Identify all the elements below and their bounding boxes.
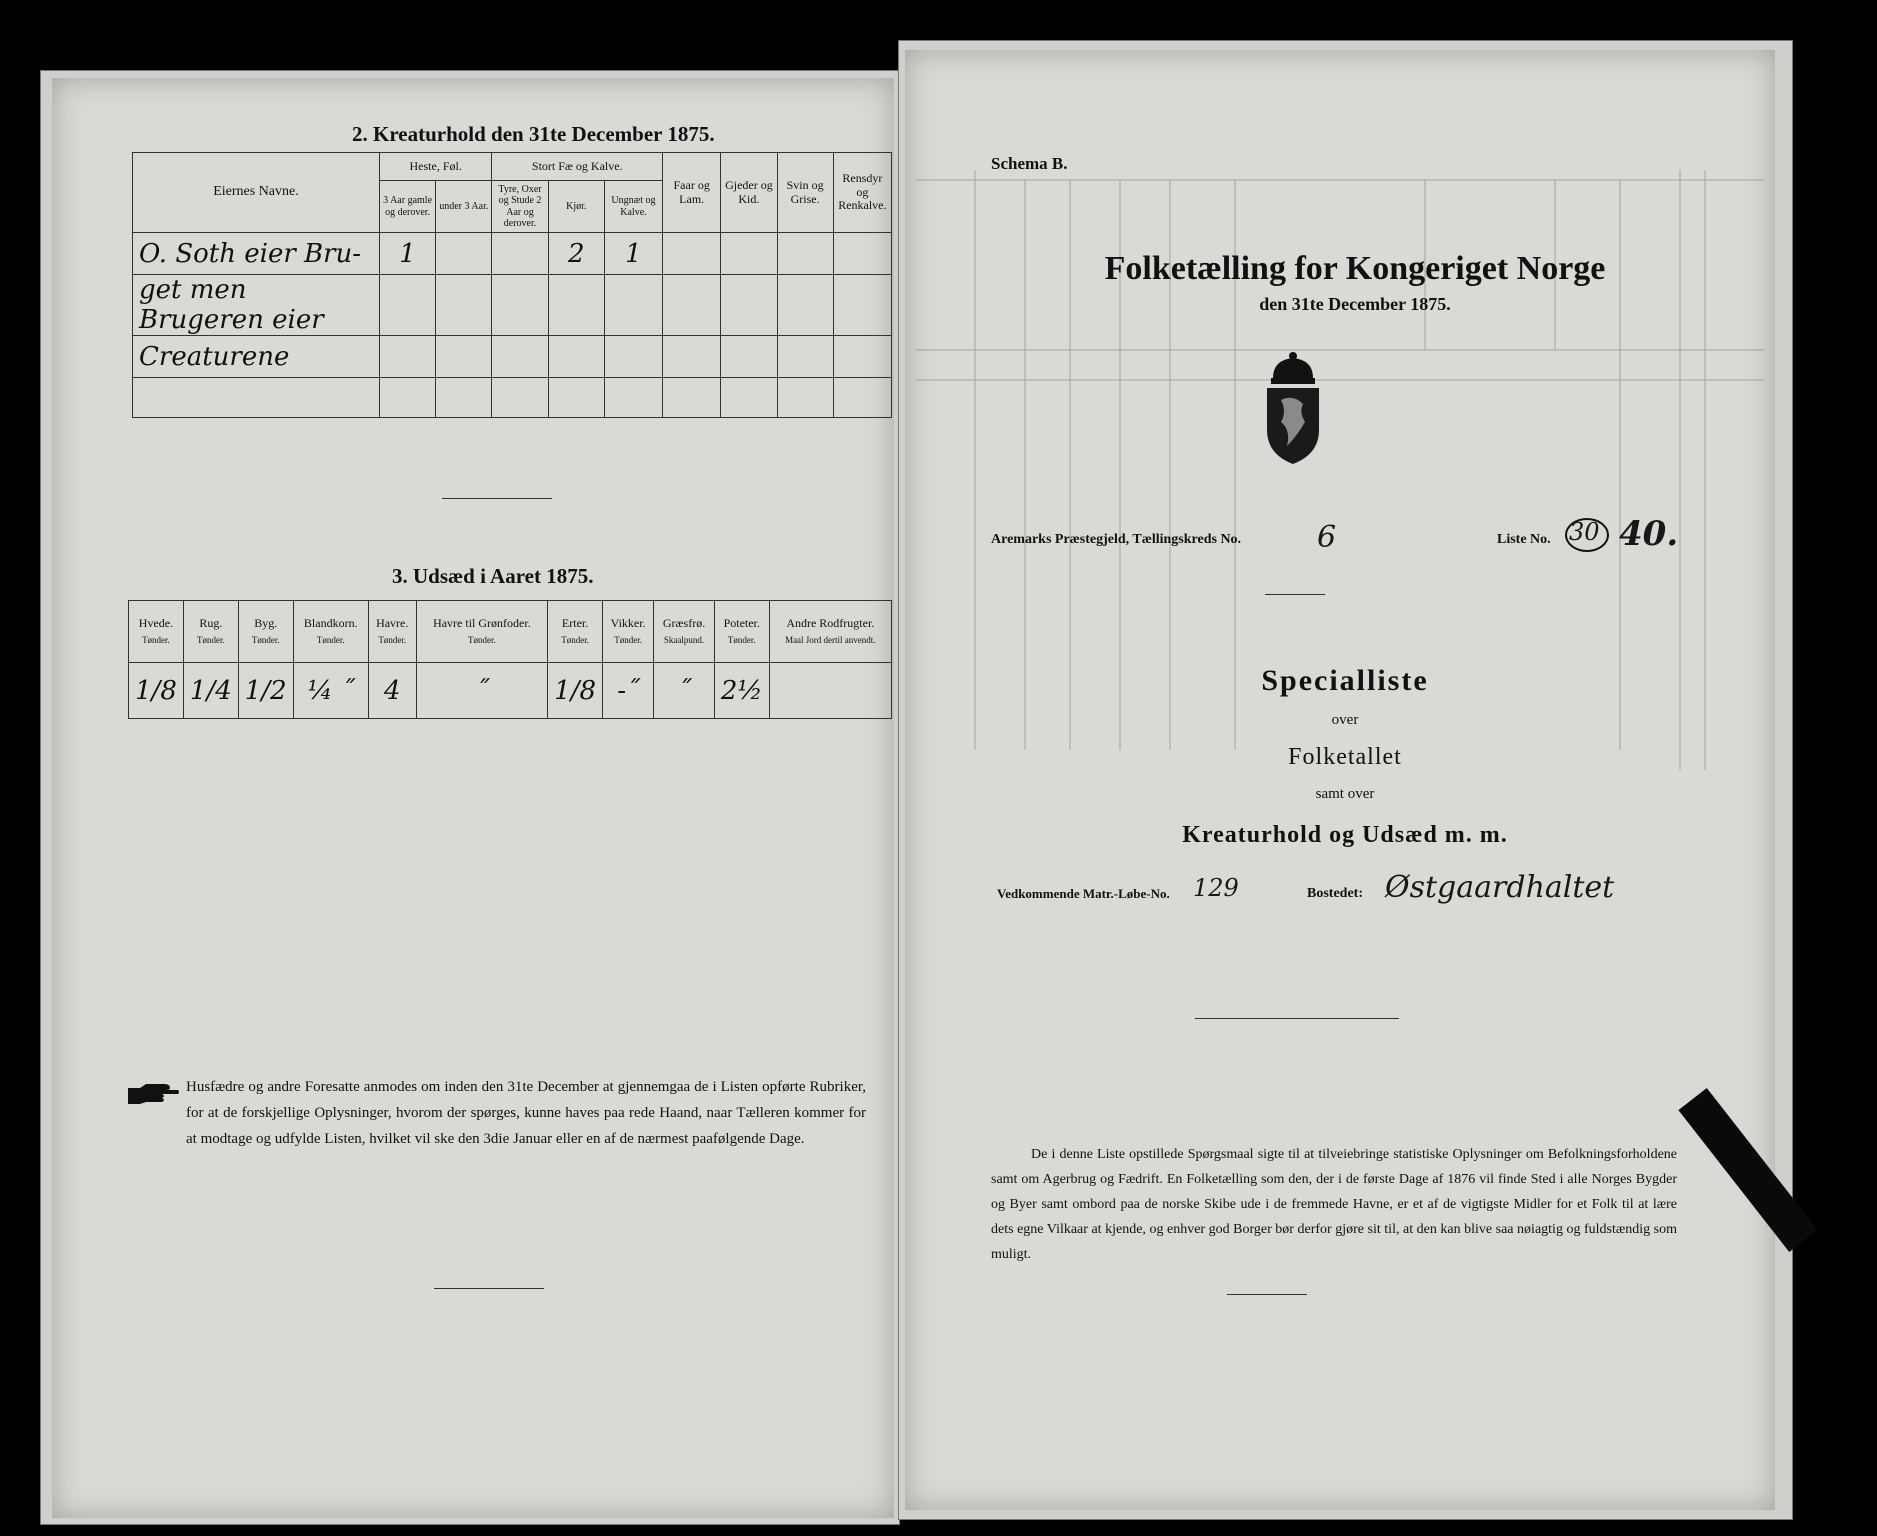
kreaturhold-label: Kreaturhold og Udsæd m. m. <box>1182 822 1508 848</box>
schema-label: Schema B. <box>991 154 1068 173</box>
district-line: Aremarks Præstegjeld, Tællingskreds No. <box>991 532 1242 547</box>
livestock-value-horses-3yr: 1 <box>379 233 435 275</box>
sowing-caption: 3. Udsæd i Aaret 1875. <box>392 564 594 588</box>
owner-header: Eiernes Navne. <box>133 153 380 233</box>
livestock-value-calves: 1 <box>604 233 662 275</box>
calves-header: Ungnæt og Kalve. <box>604 181 662 233</box>
sowing-header-0 <box>129 601 184 663</box>
sowing-header-7 <box>603 601 654 663</box>
sowing-header-1 <box>183 601 238 663</box>
matr-label: Vedkommende Matr.-Løbe-No. <box>997 886 1170 901</box>
sowing-value-1: 1/4 <box>183 663 238 719</box>
left-page <box>52 78 894 1518</box>
sowing-header-5 <box>416 601 548 663</box>
sowing-crop-name: Byg. <box>254 616 278 631</box>
cows-header: Kjør. <box>548 181 604 233</box>
samt-over-label: samt over <box>1315 786 1375 802</box>
sowing-value-2: 1/2 <box>238 663 293 719</box>
owner-line-3: Creaturene <box>133 336 380 378</box>
notice-text: Husfædre og andre Foresatte anmodes om inden den 31te December at gjennemgaa de i Listen opførte Rubriker, for at de forskjellige Oplysninger, hvorom der spørges, kunne haves paa rede Haand, naar Tælleren kommer for at modtage og udfylde Listen, hvilket vil ske den 3die Januar eller en af de nærmest paafølgende Dage. <box>186 1079 866 1147</box>
sowing-crop-unit: Tønder. <box>316 635 345 646</box>
livestock-value-pigs <box>777 233 833 275</box>
horses-3yr-header: 3 Aar gamle og derover. <box>379 181 435 233</box>
sowing-value-3: ¼ ˝ <box>293 663 368 719</box>
separator-rule-1 <box>442 498 552 499</box>
separator-rule-3 <box>1265 594 1325 595</box>
sowing-crop-name: Vikker. <box>610 616 646 631</box>
sowing-value-0: 1/8 <box>129 663 184 719</box>
sowing-value-8: ˝ <box>654 663 715 719</box>
separator-rule-2 <box>434 1288 544 1289</box>
sowing-header-6 <box>548 601 603 663</box>
livestock-value-horses-under3 <box>436 233 492 275</box>
liste-number: 30 <box>1569 518 1600 546</box>
pointing-hand-icon <box>126 1082 180 1106</box>
sowing-crop-unit: Tønder. <box>142 635 170 646</box>
over-label: over <box>1331 712 1359 728</box>
livestock-value-reindeer <box>833 233 891 275</box>
separator-rule-5 <box>1227 1294 1307 1295</box>
sowing-crop-unit: Tønder. <box>727 635 756 646</box>
district-number: 6 <box>1317 520 1337 555</box>
sowing-crop-unit: Tønder. <box>561 635 589 646</box>
census-date: den 31te December 1875. <box>1259 294 1451 314</box>
horses-under3-header: under 3 Aar. <box>436 181 492 233</box>
sowing-crop-unit: Maal Jord dertil anvendt. <box>785 635 876 646</box>
sowing-crop-unit: Tønder. <box>468 635 496 646</box>
folketallet-label: Folketallet <box>1288 744 1402 770</box>
sowing-value-5: ˝ <box>416 663 548 719</box>
sowing-header-8 <box>654 601 715 663</box>
sowing-crop-name: Havre. <box>376 616 409 631</box>
sowing-crop-name: Rug. <box>199 616 223 631</box>
sowing-crop-unit: Skaalpund. <box>663 635 705 646</box>
sowing-crop-unit: Tønder. <box>251 635 280 646</box>
separator-rule-4 <box>1195 1018 1399 1019</box>
sowing-value-6: 1/8 <box>548 663 603 719</box>
sowing-crop-name: Poteter. <box>723 616 760 631</box>
livestock-table <box>132 152 892 418</box>
sowing-value-4: 4 <box>368 663 416 719</box>
sowing-crop-name: Havre til Grønfoder. <box>433 616 531 631</box>
matr-number: 129 <box>1193 874 1239 902</box>
livestock-value-sheep <box>663 233 721 275</box>
bosted-label: Bostedet: <box>1307 886 1363 901</box>
livestock-value-bulls <box>492 233 548 275</box>
goats-header: Gjeder og Kid. <box>721 153 777 233</box>
reindeer-header: Rensdyr og Renkalve. <box>833 153 891 233</box>
right-page <box>905 50 1775 1510</box>
coat-of-arms-icon <box>1257 350 1329 470</box>
sowing-crop-unit: Tønder. <box>378 635 407 646</box>
sowing-header-3 <box>293 601 368 663</box>
sowing-header-4 <box>368 601 416 663</box>
sowing-value-9: 2½ <box>714 663 769 719</box>
cattle-header: Stort Fæ og Kalve. <box>492 153 663 181</box>
bulls-header: Tyre, Oxer og Stude 2 Aar og derover. <box>492 181 548 233</box>
horses-header: Heste, Føl. <box>379 153 491 181</box>
livestock-value-goats <box>721 233 777 275</box>
pigs-header: Svin og Grise. <box>777 153 833 233</box>
specialliste-heading: Specialliste <box>1261 664 1429 697</box>
bosted-value: Østgaardhaltet <box>1385 870 1615 905</box>
sowing-header-2 <box>238 601 293 663</box>
sowing-value-10 <box>769 663 891 719</box>
purpose-text: De i denne Liste opstillede Spørgsmaal sigte til at tilveiebringe statistiske Oplysninger om Befolkningsforholdene samt om Agerbrug og Fædrift. En Folketælling som den, der i de første Dage af 1876 vil finde Sted i alle Norges Bygder og Byer samt ombord paa de norske Skibe ude i de fremmede Havne, er et af de vigtigste Midler for et Folk til at lære dets egne Vilkaar at kjende, og enhver god Borger bør derfor gjøre sit til, at den kan blive saa nøiagtig og fuldstændig som muligt. <box>991 1147 1677 1262</box>
sowing-value-7: -˝ <box>603 663 654 719</box>
sheep-header: Faar og Lam. <box>663 153 721 233</box>
sowing-crop-name: Græsfrø. <box>662 616 706 631</box>
census-title: Folketælling for Kongeriget Norge <box>1104 250 1606 287</box>
liste-label: Liste No. <box>1497 532 1551 547</box>
sowing-crop-name: Blandkorn. <box>303 616 358 631</box>
sowing-crop-unit: Tønder. <box>614 635 642 646</box>
sowing-header-9 <box>714 601 769 663</box>
sowing-crop-name: Andre Rodfrugter. <box>786 616 875 631</box>
owner-line-1: O. Soth eier Bru- <box>133 233 380 275</box>
sowing-crop-name: Erter. <box>561 616 589 631</box>
livestock-value-cows: 2 <box>548 233 604 275</box>
sowing-table <box>128 600 892 719</box>
sowing-crop-name: Hvede. <box>138 616 174 631</box>
liste-number-extra: 40. <box>1619 514 1679 554</box>
sowing-header-10 <box>769 601 891 663</box>
livestock-caption: 2. Kreaturhold den 31te December 1875. <box>352 122 715 146</box>
sowing-crop-unit: Tønder. <box>196 635 225 646</box>
owner-line-2: get men Brugeren eier <box>133 275 380 336</box>
